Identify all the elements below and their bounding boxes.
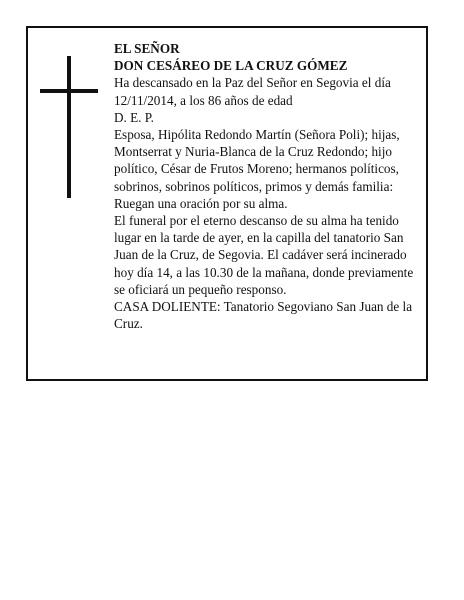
cross-vertical-bar — [67, 56, 71, 198]
prayer-request: Ruegan una oración por su alma. — [114, 195, 288, 211]
notice-text — [114, 40, 420, 332]
rip-abbreviation: D. E. P. — [114, 109, 154, 125]
family-list: Esposa, Hipólita Redondo Martín (Señora Poli); hijas, Montserrat y Nuria-Blanca de la Cruz Redondo; hijo político, César de Frutos Moreno; hermanos políticos, sobrinos, sobrinos políticos, primos y demás familia: — [114, 127, 400, 194]
cross-horizontal-bar — [40, 89, 98, 93]
cross-icon — [40, 56, 98, 198]
obituary-notice — [26, 26, 428, 381]
deceased-name: DON CESÁREO DE LA CRUZ GÓMEZ — [114, 58, 348, 74]
funeral-details: El funeral por el eterno descanso de su alma ha tenido lugar en la tarde de ayer, en la capilla del tanatorio San Juan de la Cruz, de Segovia. El cadáver será incinerado hoy día 14, a las 10.30 de la mañana, donde previamente se oficiará un pequeño responso. — [114, 213, 414, 297]
death-announcement: Ha descansado en la Paz del Señor en Segovia el día 12/11/2014, a los 86 años de edad — [114, 75, 391, 108]
deceased-title: EL SEÑOR — [114, 41, 180, 56]
mourning-house: CASA DOLIENTE: Tanatorio Segoviano San Juan de la Cruz. — [114, 299, 413, 332]
